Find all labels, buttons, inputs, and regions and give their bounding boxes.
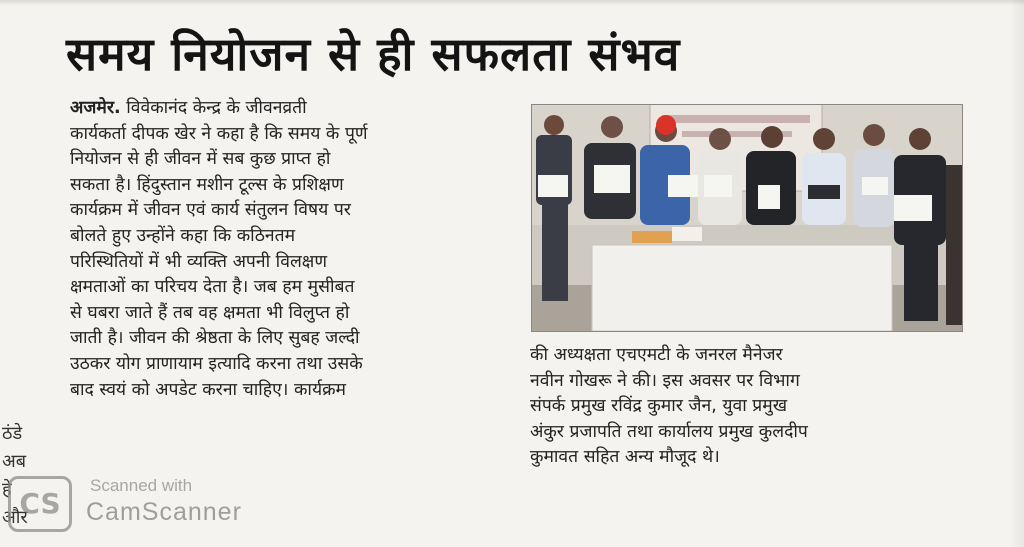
article-left-column — [70, 96, 506, 403]
body-line: की अध्यक्षता एचएमटी के जनरल मैनेजर — [530, 345, 783, 365]
body-line-1 — [70, 96, 506, 122]
body-line: से घबरा जाते हैं तब वह क्षमता भी विलुप्त हो — [70, 302, 350, 323]
body-line: कार्यक्रम में जीवन एवं कार्य संतुलन विषय पर — [70, 200, 351, 221]
body-line: बाद स्वयं को अपडेट करना चाहिए। कार्यक्रम — [70, 379, 346, 400]
fragment-word: अब — [2, 451, 27, 472]
body-line: उठकर योग प्राणायाम इत्यादि करना तथा उसके — [70, 353, 363, 374]
body-line: कुमावत सहित अन्य मौजूद थे। — [530, 447, 720, 468]
page-top-edge — [0, 0, 1024, 6]
body-line: जाती है। जीवन की श्रेष्ठता के लिए सुबह जल्दी — [70, 328, 360, 349]
camscanner-logo: CS — [8, 476, 72, 532]
event-photo — [531, 104, 963, 332]
body-line: नवीन गोखरू ने की। इस अवसर पर विभाग — [530, 370, 800, 391]
article-dateline: अजमेर. — [70, 98, 121, 118]
article-right-column — [530, 343, 962, 471]
body-line: परिस्थितियों में भी व्यक्ति अपनी विलक्षण — [70, 251, 328, 272]
watermark-caption: Scanned with — [90, 476, 193, 495]
fragment-word: हे — [2, 479, 12, 500]
article-headline: समय नियोजन से ही सफलता संभव — [66, 27, 681, 81]
body-line: संपर्क प्रमुख रविंद्र कुमार जैन, युवा प्रमुख — [530, 396, 788, 417]
body-line-1-text: विवेकानंद केन्द्र के जीवनव्रती — [120, 98, 307, 118]
body-line: क्षमताओं का परिचय देता है। जब हम मुसीबत — [70, 277, 355, 298]
body-line: नियोजन से ही जीवन में सब कुछ प्राप्त हो — [70, 149, 331, 170]
body-line: अंकुर प्रजापति तथा कार्यालय प्रमुख कुलदीप — [530, 421, 808, 442]
scanner-watermark — [0, 470, 320, 540]
body-line: बोलते हुए उन्होंने कहा कि कठिनतम — [70, 225, 296, 246]
watermark-brand: CamScanner — [86, 498, 242, 526]
page-right-edge — [1010, 0, 1024, 547]
fragment-word: और — [2, 507, 28, 528]
body-line: कार्यकर्ता दीपक खेर ने कहा है कि समय के पूर्ण — [70, 123, 368, 144]
event-photo-illustration — [532, 105, 962, 331]
fragment-word: ठंडे — [2, 423, 23, 444]
body-line: सकता है। हिंदुस्तान मशीन टूल्स के प्रशिक्षण — [70, 174, 344, 195]
